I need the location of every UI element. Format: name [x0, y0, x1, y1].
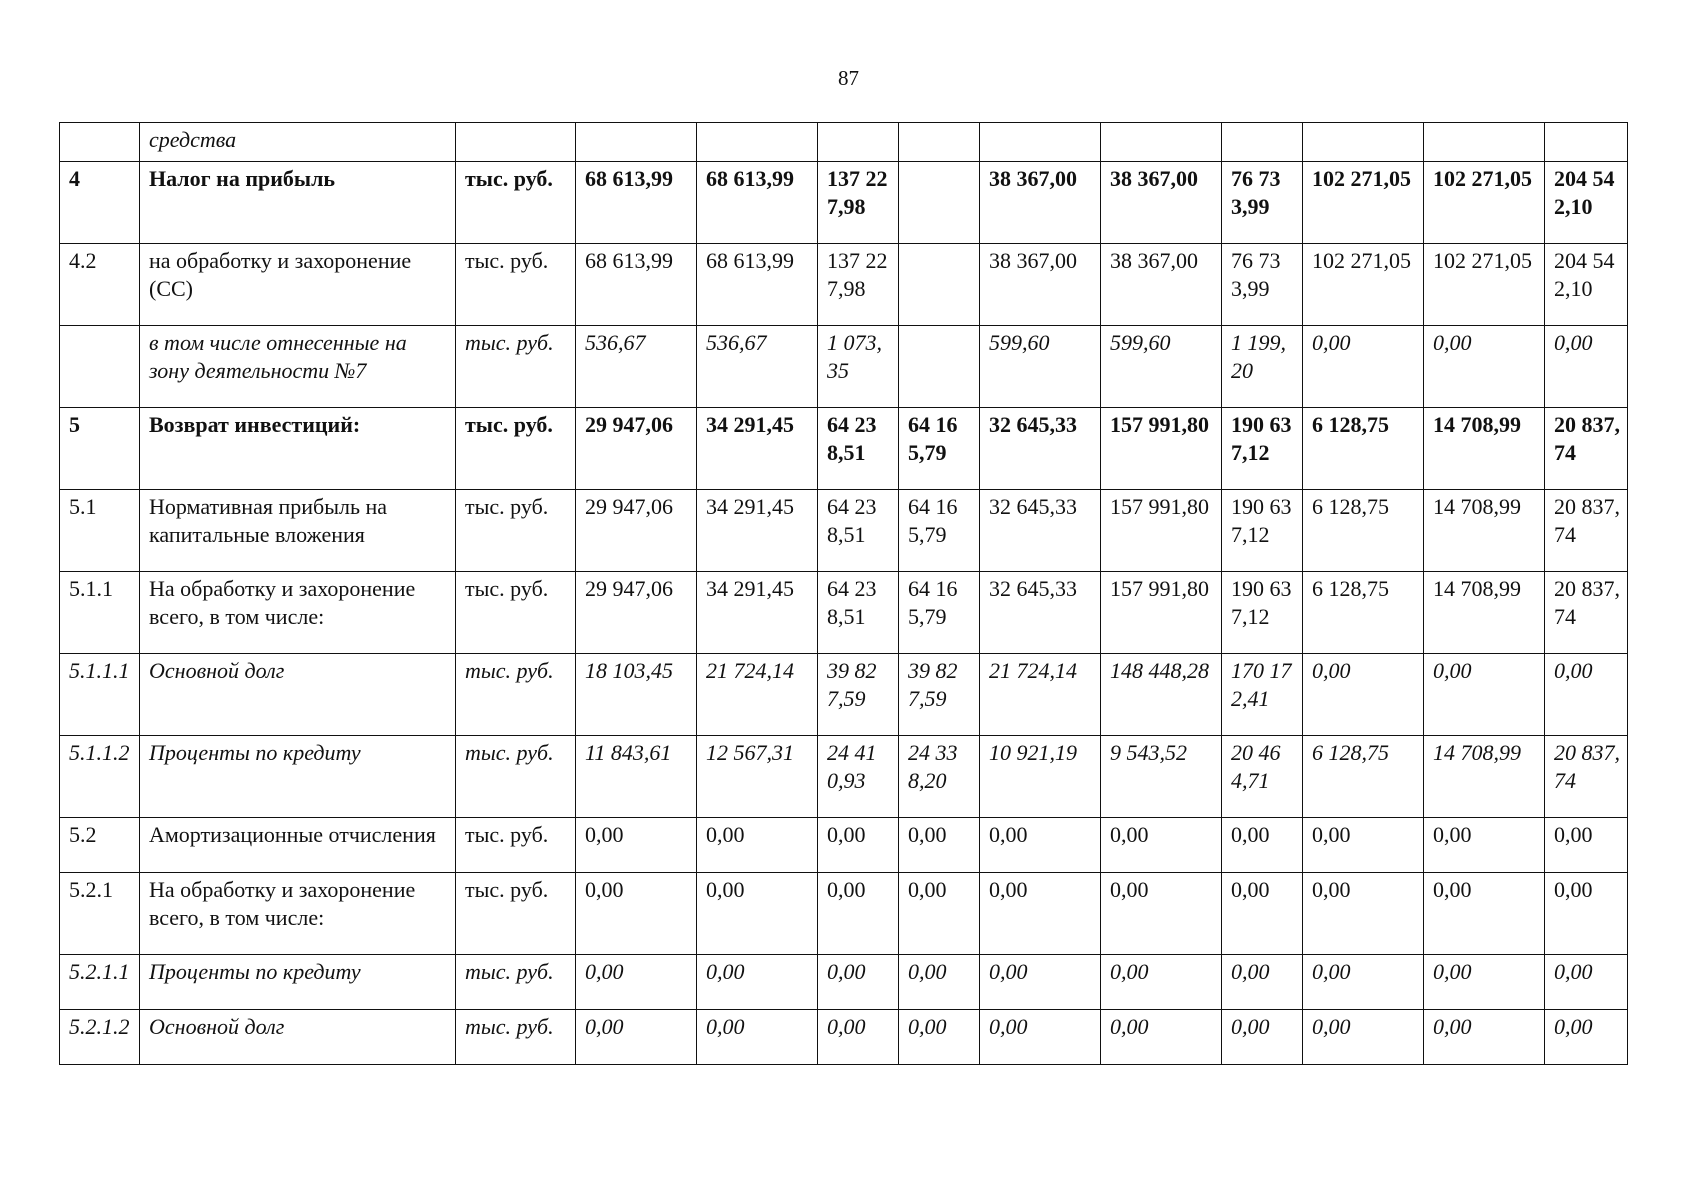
table-row	[60, 490, 1628, 572]
unit-cell: тыс. руб.	[456, 1010, 576, 1065]
value-cell: 39 827,59	[818, 654, 899, 736]
value-cell: 0,00	[1545, 1010, 1628, 1065]
value-cell: 0,00	[1303, 326, 1424, 408]
value-cell: 102 271,05	[1424, 244, 1545, 326]
value-cell: 599,60	[1101, 326, 1222, 408]
row-name-cell: На обработку и захоронение всего, в том числе:	[140, 572, 456, 654]
financial-table	[59, 122, 1628, 1065]
value-cell: 29 947,06	[576, 490, 697, 572]
value-cell	[818, 123, 899, 162]
value-cell	[980, 123, 1101, 162]
value-cell: 29 947,06	[576, 408, 697, 490]
value-cell: 0,00	[899, 818, 980, 873]
table-row	[60, 123, 1628, 162]
row-number-cell: 5.1.1	[60, 572, 140, 654]
value-cell: 0,00	[1424, 654, 1545, 736]
value-cell	[1424, 123, 1545, 162]
value-cell: 0,00	[1303, 1010, 1424, 1065]
value-cell: 0,00	[1424, 873, 1545, 955]
value-cell: 0,00	[1303, 955, 1424, 1010]
value-cell: 0,00	[1424, 326, 1545, 408]
value-cell: 0,00	[1101, 873, 1222, 955]
row-number-cell: 4.2	[60, 244, 140, 326]
value-cell	[1303, 123, 1424, 162]
value-cell	[899, 162, 980, 244]
row-name-cell: на обработку и захоронение (СС)	[140, 244, 456, 326]
value-cell: 102 271,05	[1424, 162, 1545, 244]
value-cell: 0,00	[899, 873, 980, 955]
value-cell: 102 271,05	[1303, 162, 1424, 244]
value-cell	[1101, 123, 1222, 162]
value-cell: 68 613,99	[576, 162, 697, 244]
value-cell: 0,00	[899, 1010, 980, 1065]
unit-cell: тыс. руб.	[456, 654, 576, 736]
value-cell	[1222, 123, 1303, 162]
row-name-cell: Основной долг	[140, 1010, 456, 1065]
value-cell: 32 645,33	[980, 408, 1101, 490]
value-cell: 0,00	[818, 818, 899, 873]
value-cell: 137 227,98	[818, 244, 899, 326]
value-cell: 0,00	[576, 1010, 697, 1065]
table-row	[60, 326, 1628, 408]
value-cell: 0,00	[899, 955, 980, 1010]
table-row	[60, 955, 1628, 1010]
value-cell: 0,00	[576, 818, 697, 873]
value-cell: 148 448,28	[1101, 654, 1222, 736]
value-cell: 536,67	[697, 326, 818, 408]
value-cell: 0,00	[1545, 955, 1628, 1010]
value-cell: 20 837,74	[1545, 736, 1628, 818]
value-cell: 0,00	[1303, 873, 1424, 955]
value-cell: 39 827,59	[899, 654, 980, 736]
value-cell: 64 238,51	[818, 490, 899, 572]
value-cell: 0,00	[1101, 818, 1222, 873]
value-cell: 0,00	[818, 1010, 899, 1065]
value-cell: 32 645,33	[980, 572, 1101, 654]
table-row	[60, 873, 1628, 955]
value-cell: 0,00	[1424, 955, 1545, 1010]
table-row	[60, 654, 1628, 736]
value-cell: 536,67	[576, 326, 697, 408]
value-cell: 0,00	[1424, 1010, 1545, 1065]
value-cell: 599,60	[980, 326, 1101, 408]
row-name-cell: Проценты по кредиту	[140, 736, 456, 818]
value-cell: 20 837,74	[1545, 572, 1628, 654]
row-name-cell: Амортизационные отчисления	[140, 818, 456, 873]
value-cell: 6 128,75	[1303, 408, 1424, 490]
value-cell: 38 367,00	[980, 244, 1101, 326]
row-number-cell: 5.2.1.2	[60, 1010, 140, 1065]
value-cell: 68 613,99	[576, 244, 697, 326]
value-cell: 0,00	[576, 955, 697, 1010]
row-number-cell: 5.2.1	[60, 873, 140, 955]
value-cell: 0,00	[1545, 818, 1628, 873]
value-cell: 21 724,14	[697, 654, 818, 736]
value-cell: 64 165,79	[899, 490, 980, 572]
value-cell: 6 128,75	[1303, 736, 1424, 818]
table-row	[60, 818, 1628, 873]
value-cell: 11 843,61	[576, 736, 697, 818]
row-name-cell: Проценты по кредиту	[140, 955, 456, 1010]
value-cell: 137 227,98	[818, 162, 899, 244]
value-cell: 0,00	[1545, 873, 1628, 955]
table-row	[60, 572, 1628, 654]
value-cell: 102 271,05	[1303, 244, 1424, 326]
value-cell: 157 991,80	[1101, 490, 1222, 572]
value-cell: 0,00	[818, 873, 899, 955]
value-cell	[576, 123, 697, 162]
table-row	[60, 162, 1628, 244]
table-row	[60, 736, 1628, 818]
value-cell: 170 172,41	[1222, 654, 1303, 736]
value-cell: 0,00	[1545, 326, 1628, 408]
value-cell: 0,00	[576, 873, 697, 955]
row-number-cell: 5.2	[60, 818, 140, 873]
value-cell: 0,00	[1101, 1010, 1222, 1065]
value-cell: 0,00	[1545, 654, 1628, 736]
value-cell: 0,00	[697, 818, 818, 873]
value-cell: 20 837,74	[1545, 490, 1628, 572]
value-cell: 24 410,93	[818, 736, 899, 818]
value-cell: 64 238,51	[818, 408, 899, 490]
value-cell: 38 367,00	[1101, 244, 1222, 326]
table-row	[60, 1010, 1628, 1065]
row-number-cell: 5.1.1.2	[60, 736, 140, 818]
value-cell: 68 613,99	[697, 244, 818, 326]
value-cell: 38 367,00	[1101, 162, 1222, 244]
value-cell: 18 103,45	[576, 654, 697, 736]
value-cell: 34 291,45	[697, 490, 818, 572]
unit-cell: тыс. руб.	[456, 736, 576, 818]
row-number-cell: 5	[60, 408, 140, 490]
value-cell: 14 708,99	[1424, 572, 1545, 654]
row-number-cell	[60, 326, 140, 408]
value-cell: 190 637,12	[1222, 572, 1303, 654]
value-cell: 0,00	[980, 1010, 1101, 1065]
value-cell: 12 567,31	[697, 736, 818, 818]
value-cell: 38 367,00	[980, 162, 1101, 244]
unit-cell: тыс. руб.	[456, 955, 576, 1010]
value-cell: 76 733,99	[1222, 244, 1303, 326]
value-cell: 34 291,45	[697, 408, 818, 490]
row-name-cell: На обработку и захоронение всего, в том числе:	[140, 873, 456, 955]
table-body	[60, 123, 1628, 1065]
row-number-cell: 5.1	[60, 490, 140, 572]
row-number-cell: 5.2.1.1	[60, 955, 140, 1010]
unit-cell: тыс. руб.	[456, 873, 576, 955]
value-cell: 0,00	[1424, 818, 1545, 873]
row-number-cell	[60, 123, 140, 162]
value-cell: 0,00	[1222, 1010, 1303, 1065]
row-name-cell: Налог на прибыль	[140, 162, 456, 244]
row-name-cell: Возврат инвестиций:	[140, 408, 456, 490]
value-cell: 68 613,99	[697, 162, 818, 244]
value-cell: 20 837,74	[1545, 408, 1628, 490]
value-cell: 0,00	[697, 1010, 818, 1065]
value-cell: 20 464,71	[1222, 736, 1303, 818]
value-cell: 190 637,12	[1222, 490, 1303, 572]
value-cell: 157 991,80	[1101, 572, 1222, 654]
value-cell: 204 542,10	[1545, 244, 1628, 326]
value-cell: 157 991,80	[1101, 408, 1222, 490]
value-cell: 0,00	[1222, 955, 1303, 1010]
row-number-cell: 4	[60, 162, 140, 244]
value-cell: 6 128,75	[1303, 490, 1424, 572]
value-cell: 1 199,20	[1222, 326, 1303, 408]
unit-cell	[456, 123, 576, 162]
value-cell: 0,00	[697, 873, 818, 955]
unit-cell: тыс. руб.	[456, 408, 576, 490]
row-name-cell: Основной долг	[140, 654, 456, 736]
value-cell: 29 947,06	[576, 572, 697, 654]
value-cell: 0,00	[1303, 654, 1424, 736]
value-cell: 76 733,99	[1222, 162, 1303, 244]
value-cell: 0,00	[1101, 955, 1222, 1010]
value-cell: 190 637,12	[1222, 408, 1303, 490]
row-number-cell: 5.1.1.1	[60, 654, 140, 736]
value-cell: 1 073,35	[818, 326, 899, 408]
value-cell	[899, 244, 980, 326]
value-cell	[697, 123, 818, 162]
value-cell: 0,00	[818, 955, 899, 1010]
value-cell: 0,00	[980, 873, 1101, 955]
value-cell: 0,00	[1303, 818, 1424, 873]
value-cell: 0,00	[980, 955, 1101, 1010]
value-cell: 21 724,14	[980, 654, 1101, 736]
unit-cell: тыс. руб.	[456, 572, 576, 654]
value-cell: 0,00	[1222, 818, 1303, 873]
value-cell: 64 238,51	[818, 572, 899, 654]
value-cell: 64 165,79	[899, 572, 980, 654]
table-row	[60, 244, 1628, 326]
value-cell	[899, 326, 980, 408]
page-number: 87	[838, 66, 859, 90]
table-row	[60, 408, 1628, 490]
unit-cell: тыс. руб.	[456, 326, 576, 408]
value-cell: 10 921,19	[980, 736, 1101, 818]
unit-cell: тыс. руб.	[456, 818, 576, 873]
unit-cell: тыс. руб.	[456, 490, 576, 572]
row-name-cell: средства	[140, 123, 456, 162]
value-cell: 14 708,99	[1424, 490, 1545, 572]
value-cell: 0,00	[697, 955, 818, 1010]
row-name-cell: в том числе отнесенные на зону деятельности №7	[140, 326, 456, 408]
value-cell: 14 708,99	[1424, 408, 1545, 490]
unit-cell: тыс. руб.	[456, 244, 576, 326]
value-cell	[1545, 123, 1628, 162]
value-cell: 0,00	[980, 818, 1101, 873]
value-cell: 24 338,20	[899, 736, 980, 818]
value-cell: 0,00	[1222, 873, 1303, 955]
row-name-cell: Нормативная прибыль на капитальные вложения	[140, 490, 456, 572]
unit-cell: тыс. руб.	[456, 162, 576, 244]
value-cell: 9 543,52	[1101, 736, 1222, 818]
value-cell: 14 708,99	[1424, 736, 1545, 818]
value-cell: 32 645,33	[980, 490, 1101, 572]
value-cell: 34 291,45	[697, 572, 818, 654]
value-cell: 64 165,79	[899, 408, 980, 490]
value-cell: 6 128,75	[1303, 572, 1424, 654]
value-cell	[899, 123, 980, 162]
value-cell: 204 542,10	[1545, 162, 1628, 244]
